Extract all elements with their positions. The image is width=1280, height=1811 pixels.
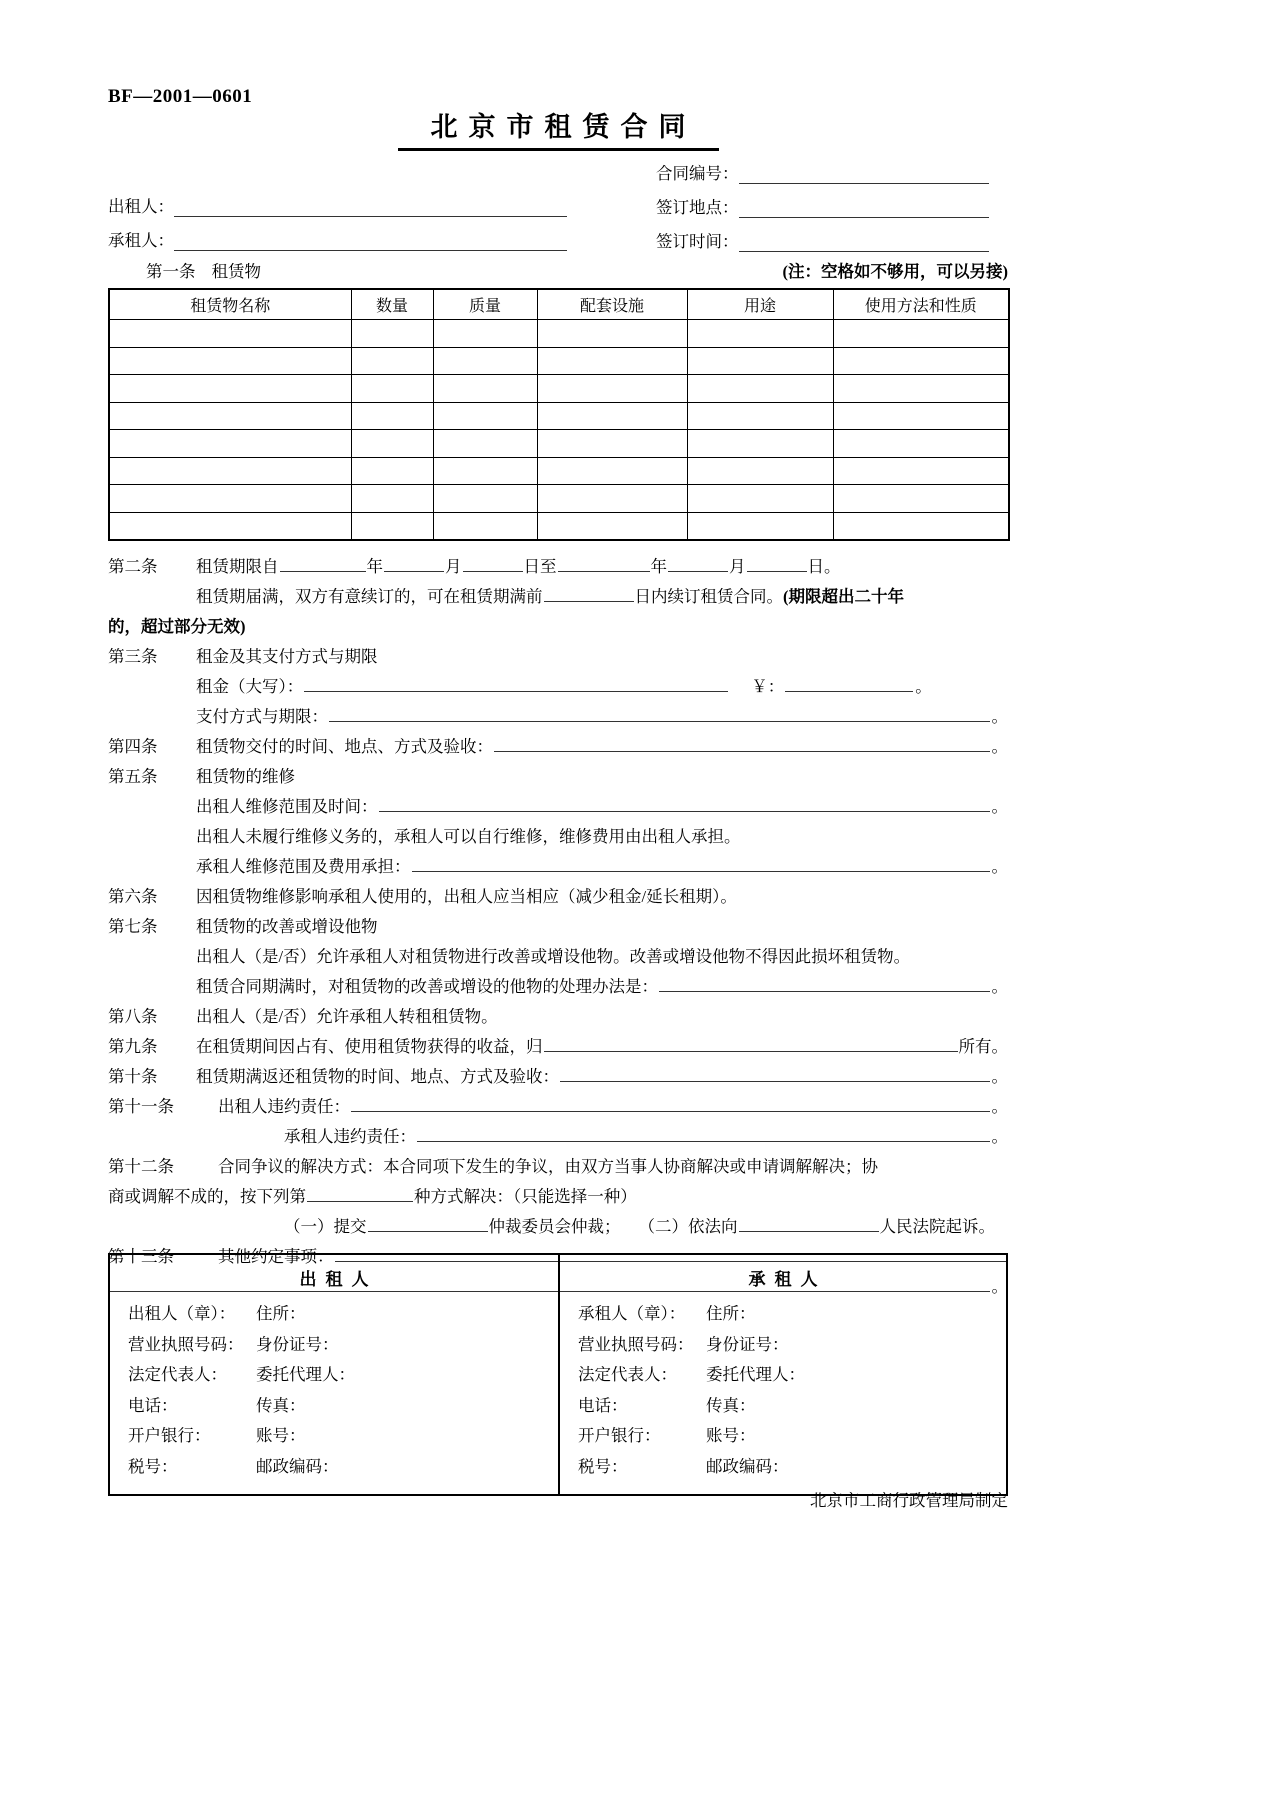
- table-cell[interactable]: [109, 457, 351, 485]
- lessor-field-label-right[interactable]: 邮政编码：: [256, 1456, 339, 1476]
- clause-6-num: 第六条: [108, 887, 158, 906]
- clause-2-bold-1: (期限超出二十年: [783, 587, 904, 606]
- clause-8-label: 出租人（是/否）允许承租人转租租赁物。: [196, 1007, 498, 1026]
- table-cell[interactable]: [351, 457, 433, 485]
- page-footer: 北京市工商行政管理局制定: [810, 1491, 1008, 1510]
- table-cell[interactable]: [537, 485, 687, 513]
- clause-12-num: 第十二条: [108, 1157, 174, 1176]
- renew-days-input[interactable]: [544, 586, 634, 602]
- lessor-fields: [110, 1299, 558, 1482]
- lessee-repair-label: 承租人维修范围及费用承担：: [196, 857, 411, 876]
- table-row: [109, 375, 1009, 403]
- table-cell[interactable]: [833, 402, 1009, 430]
- sign-time-label: 签订时间：: [656, 232, 739, 251]
- clause-7-line-1: [196, 942, 1008, 972]
- lessee-field-label-right[interactable]: 委托代理人：: [706, 1365, 805, 1384]
- lessee-field-row: [560, 1330, 1006, 1361]
- dispute-method-input[interactable]: [307, 1186, 413, 1202]
- table-cell[interactable]: [433, 485, 537, 513]
- clause-2-line-2: [196, 582, 1008, 612]
- clause-9-num: 第九条: [108, 1037, 158, 1056]
- lessor-field-label-right[interactable]: 账号：: [256, 1426, 306, 1445]
- table-cell[interactable]: [109, 347, 351, 375]
- clause-9-label: 在租赁期间因占有、使用租赁物获得的收益，归: [196, 1037, 543, 1056]
- table-cell[interactable]: [109, 512, 351, 540]
- clause-13-label: 其他约定事项：: [218, 1247, 334, 1266]
- lessee-repair-input[interactable]: [412, 856, 990, 872]
- clause-5-statement: 出租人未履行维修义务的，承租人可以自行维修，维修费用由出租人承担。: [196, 827, 741, 846]
- clause-1-label: 租赁物: [211, 262, 261, 281]
- clause-2-t5: 年: [650, 557, 667, 576]
- rental-goods-table: [108, 288, 1010, 541]
- clause-1-heading: [108, 258, 1008, 282]
- clause-6-line: [108, 882, 1008, 912]
- payment-label: 支付方式与期限：: [196, 707, 328, 726]
- clauses-body: [108, 552, 1008, 1302]
- clause-3-payment-line: [196, 702, 1008, 732]
- table-cell[interactable]: [351, 402, 433, 430]
- lessee-field-label-left[interactable]: 法定代表人：: [578, 1365, 677, 1384]
- lessee-field-row: [560, 1421, 1006, 1452]
- clause-4-line: [108, 732, 1008, 762]
- table-cell[interactable]: [687, 512, 833, 540]
- clause-5-line-3: [196, 852, 1008, 882]
- clause-5-num: 第五条: [108, 767, 158, 786]
- col-facilities: 配套设施: [537, 289, 687, 320]
- improvement-input[interactable]: [659, 976, 990, 992]
- table-cell[interactable]: [833, 485, 1009, 513]
- table-row: [109, 402, 1009, 430]
- table-cell[interactable]: [833, 347, 1009, 375]
- payment-input[interactable]: [329, 706, 990, 722]
- lessee-label: 承租人：: [108, 231, 174, 250]
- delivery-input[interactable]: [494, 736, 990, 752]
- clause-2-renew-text: 租赁期届满，双方有意续订的，可在租赁期满前: [196, 587, 543, 606]
- lessee-field-label-left[interactable]: 承租人（章）：: [578, 1304, 686, 1323]
- clause-2-t4: 日至: [523, 557, 557, 576]
- clause-2-text: [196, 552, 1008, 582]
- clause-11-num: 第十一条: [108, 1097, 174, 1116]
- lease-start-year-input[interactable]: [280, 556, 366, 572]
- improvement-label: 租赁合同期满时，对租赁物的改善或增设的他物的处理办法是：: [196, 977, 658, 996]
- table-cell[interactable]: [433, 320, 537, 348]
- clause-10-line: [108, 1062, 1008, 1092]
- clause-5-dot-1: 。: [991, 797, 1008, 816]
- clause-2-line-1: [108, 552, 1008, 582]
- clause-1-title: [146, 258, 261, 282]
- lessor-field-row: [110, 1299, 558, 1330]
- clause-7-num: 第七条: [108, 917, 158, 936]
- lessor-repair-label: 出租人维修范围及时间：: [196, 797, 378, 816]
- option-2-label: （二）依法向: [638, 1217, 738, 1236]
- table-cell[interactable]: [433, 457, 537, 485]
- clause-2-t3: 月: [445, 557, 462, 576]
- lessor-field-label-left[interactable]: 税号：: [128, 1456, 178, 1476]
- lessee-field-label-left[interactable]: 税号：: [578, 1456, 628, 1476]
- clause-9-tail: 所有。: [958, 1037, 1008, 1056]
- clause-7-statement: 出租人（是/否）允许承租人对租赁物进行改善或增设他物。改善或增设他物不得因此损坏租赁物。: [196, 947, 911, 966]
- lessor-field-label-right[interactable]: 传真：: [256, 1395, 306, 1415]
- table-cell[interactable]: [537, 512, 687, 540]
- table-header-row: [109, 289, 1009, 320]
- lessee-field-label-right[interactable]: 邮政编码：: [706, 1456, 789, 1476]
- lessor-field-row: [110, 1360, 558, 1391]
- table-cell[interactable]: [537, 402, 687, 430]
- clause-13-num: 第十三条: [108, 1247, 174, 1266]
- table-row: [109, 457, 1009, 485]
- lease-start-day-input[interactable]: [463, 556, 523, 572]
- table-cell[interactable]: [833, 430, 1009, 458]
- table-cell[interactable]: [537, 375, 687, 403]
- court-input[interactable]: [739, 1216, 879, 1232]
- clause-7-label: 租赁物的改善或增设他物: [196, 917, 378, 936]
- sign-place-label: 签订地点：: [656, 198, 739, 217]
- clause-7-line-2: [196, 972, 1008, 1002]
- sign-time-input[interactable]: [739, 235, 989, 252]
- lessee-field-row: [560, 1299, 1006, 1330]
- lessee-column-title: 承租人: [748, 1270, 827, 1289]
- table-body: [109, 320, 1009, 541]
- currency-symbol: ￥：: [751, 677, 785, 696]
- lessee-field-label-left[interactable]: 营业执照号码：: [578, 1334, 694, 1354]
- clause-1-note: (注：空格如不够用，可以另接): [782, 262, 1008, 281]
- clause-4-num: 第四条: [108, 737, 158, 756]
- header-left-fields: [108, 196, 628, 264]
- lessee-field-label-right[interactable]: 传真：: [706, 1395, 756, 1415]
- table-cell[interactable]: [433, 430, 537, 458]
- page-title: 北京市租赁合同: [398, 105, 719, 151]
- clause-2-t7: 日。: [807, 557, 841, 576]
- table-row: [109, 512, 1009, 540]
- table-row: [109, 430, 1009, 458]
- clause-8-num: 第八条: [108, 1007, 158, 1026]
- table-cell[interactable]: [687, 457, 833, 485]
- return-input[interactable]: [560, 1066, 990, 1082]
- lessee-field-row: [560, 1360, 1006, 1391]
- table-cell[interactable]: [687, 320, 833, 348]
- rent-words-input[interactable]: [304, 676, 728, 692]
- col-usage: 用途: [687, 289, 833, 320]
- table-cell[interactable]: [687, 402, 833, 430]
- option-1-tail: 仲裁委员会仲裁；: [488, 1217, 621, 1236]
- table-cell[interactable]: [351, 347, 433, 375]
- table-row: [109, 485, 1009, 513]
- col-method-nature: 使用方法和性质: [833, 289, 1009, 320]
- table-cell[interactable]: [433, 512, 537, 540]
- clause-4-label: 租赁物交付的时间、地点、方式及验收：: [196, 737, 493, 756]
- sign-place-input[interactable]: [739, 201, 989, 218]
- table-row: [109, 347, 1009, 375]
- lessor-field-label-left[interactable]: 开户银行：: [128, 1426, 211, 1445]
- clause-5-line-1: [196, 792, 1008, 822]
- table-cell[interactable]: [687, 430, 833, 458]
- table-cell[interactable]: [833, 375, 1009, 403]
- clause-5-label: 租赁物的维修: [196, 767, 295, 786]
- table-cell[interactable]: [109, 402, 351, 430]
- table-cell[interactable]: [433, 402, 537, 430]
- lessor-field-row: [110, 1330, 558, 1361]
- lessee-field-label-left[interactable]: 电话：: [578, 1395, 628, 1415]
- clause-11-line-2: [284, 1122, 1008, 1152]
- clause-5-dot-2: 。: [991, 857, 1008, 876]
- rent-amount-input[interactable]: [785, 676, 913, 692]
- lease-start-month-input[interactable]: [384, 556, 444, 572]
- lessee-breach-input[interactable]: [417, 1126, 990, 1142]
- lessor-field-label-right[interactable]: 住所：: [256, 1304, 306, 1323]
- clause-3-heading: [108, 642, 1008, 672]
- lessor-repair-input[interactable]: [379, 796, 990, 812]
- lessee-field-label-right[interactable]: 账号：: [706, 1426, 756, 1445]
- clause-12-options: [284, 1212, 1008, 1242]
- table-cell[interactable]: [351, 512, 433, 540]
- table-cell[interactable]: [351, 320, 433, 348]
- clause-12-line-2: [108, 1182, 1008, 1212]
- clause-12-text-1: 合同争议的解决方式：本合同项下发生的争议，由双方当事人协商解决或申请调解解决；协: [218, 1157, 878, 1176]
- clause-10-label: 租赁期满返还租赁物的时间、地点、方式及验收：: [196, 1067, 559, 1086]
- table-cell[interactable]: [833, 512, 1009, 540]
- table-cell[interactable]: [109, 320, 351, 348]
- lessor-field-row: [110, 1421, 558, 1452]
- lease-end-year-input[interactable]: [558, 556, 650, 572]
- clause-5-line-2: [196, 822, 1008, 852]
- lessor-field-label-left[interactable]: 营业执照号码：: [128, 1334, 244, 1354]
- signature-block: [108, 1253, 1008, 1496]
- table-cell[interactable]: [687, 485, 833, 513]
- document-code: BF—2001—0601: [108, 86, 253, 107]
- lessor-field-row: [110, 1452, 558, 1483]
- table-cell[interactable]: [351, 375, 433, 403]
- lessor-breach-input[interactable]: [351, 1096, 990, 1112]
- lessee-breach-label: 承租人违约责任：: [284, 1127, 416, 1146]
- lessor-field-label-left[interactable]: 法定代表人：: [128, 1365, 227, 1384]
- clause-12-text-2a: 商或调解不成的，按下列第: [108, 1187, 306, 1206]
- contract-no-field[interactable]: [656, 163, 1116, 184]
- lessee-field-label-right[interactable]: 住所：: [706, 1304, 756, 1323]
- table-cell[interactable]: [537, 457, 687, 485]
- clause-2-renew-tail: 日内续订租赁合同。: [634, 587, 783, 606]
- clause-13-dot: 。: [991, 1277, 1008, 1296]
- table-cell[interactable]: [833, 320, 1009, 348]
- option-1-label: （一）提交: [284, 1217, 367, 1236]
- clause-2-num: 第二条: [108, 557, 158, 576]
- col-goods-name: 租赁物名称: [109, 289, 351, 320]
- rent-label: 租金（大写）：: [196, 677, 304, 696]
- clause-11-dot-2: 。: [991, 1127, 1008, 1146]
- col-quantity: 数量: [351, 289, 433, 320]
- clause-11-line-1: [108, 1092, 1008, 1122]
- income-owner-input[interactable]: [544, 1036, 958, 1052]
- clause-8-line: [108, 1002, 1008, 1032]
- clause-2-t1: 租赁期限自: [196, 557, 279, 576]
- table-cell[interactable]: [109, 375, 351, 403]
- clause-1-num: 第一条: [146, 262, 196, 281]
- lessee-field-label-left[interactable]: 开户银行：: [578, 1426, 661, 1445]
- table-cell[interactable]: [537, 347, 687, 375]
- table-cell[interactable]: [351, 430, 433, 458]
- lessor-field-label-right[interactable]: 委托代理人：: [256, 1365, 355, 1384]
- lessor-field-label-left[interactable]: 出租人（章）：: [128, 1304, 236, 1323]
- sign-place-field[interactable]: [656, 197, 1116, 218]
- clause-9-line: [108, 1032, 1008, 1062]
- lessor-signature-column: [110, 1255, 558, 1494]
- lessee-signature-column: [558, 1255, 1006, 1494]
- clause-3-label: 租金及其支付方式与期限: [196, 647, 378, 666]
- clause-12-line-1: [108, 1152, 1008, 1182]
- clause-10-dot: 。: [991, 1067, 1008, 1086]
- clause-11-dot-1: 。: [991, 1097, 1008, 1116]
- lessee-field-label-right[interactable]: 身份证号：: [706, 1334, 789, 1354]
- clause-7-heading: [108, 912, 1008, 942]
- clause-2-bold-2: 的，超过部分无效): [108, 617, 246, 636]
- lessor-field-row: [110, 1391, 558, 1422]
- clause-3-num: 第三条: [108, 647, 158, 666]
- clause-12-text-2b: 种方式解决：（只能选择一种）: [414, 1187, 637, 1206]
- sign-time-field[interactable]: [656, 231, 1116, 252]
- table-cell[interactable]: [537, 430, 687, 458]
- table-cell[interactable]: [687, 375, 833, 403]
- table-cell[interactable]: [109, 485, 351, 513]
- lessee-input[interactable]: [174, 234, 567, 251]
- table-cell[interactable]: [433, 375, 537, 403]
- lessor-field[interactable]: [108, 196, 628, 217]
- table-cell[interactable]: [433, 347, 537, 375]
- contract-no-input[interactable]: [739, 167, 989, 184]
- table-cell[interactable]: [351, 485, 433, 513]
- lessor-column-title: 出租人: [299, 1270, 378, 1289]
- table-row: [109, 320, 1009, 348]
- clause-10-num: 第十条: [108, 1067, 158, 1086]
- clause-2-line-3: [108, 612, 1008, 642]
- lessee-fields: [560, 1299, 1006, 1482]
- clause-6-label: 因租赁物维修影响承租人使用的，出租人应当相应（减少租金/延长租期）。: [196, 887, 737, 906]
- table-cell[interactable]: [109, 430, 351, 458]
- contract-no-label: 合同编号：: [656, 164, 739, 183]
- table-cell[interactable]: [537, 320, 687, 348]
- col-quality: 质量: [433, 289, 537, 320]
- rent-dot: 。: [915, 677, 932, 696]
- lessee-field-row: [560, 1391, 1006, 1422]
- clause-5-heading: [108, 762, 1008, 792]
- header-right-fields: [656, 163, 1116, 265]
- lessee-field[interactable]: [108, 230, 628, 251]
- clause-2-t6: 月: [729, 557, 746, 576]
- lease-end-month-input[interactable]: [668, 556, 728, 572]
- lessor-breach-label: 出租人违约责任：: [218, 1097, 350, 1116]
- clause-2-t2: 年: [366, 557, 383, 576]
- lessor-field-label-left[interactable]: 电话：: [128, 1395, 178, 1415]
- lessor-field-label-right[interactable]: 身份证号：: [256, 1334, 339, 1354]
- clause-7-dot: 。: [991, 977, 1008, 996]
- arbitration-committee-input[interactable]: [368, 1216, 488, 1232]
- lease-end-day-input[interactable]: [747, 556, 807, 572]
- lessee-field-row: [560, 1452, 1006, 1483]
- table-cell[interactable]: [687, 347, 833, 375]
- option-2-tail: 人民法院起诉。: [879, 1217, 995, 1236]
- lessor-input[interactable]: [174, 200, 567, 217]
- payment-dot: 。: [991, 707, 1008, 726]
- table-cell[interactable]: [833, 457, 1009, 485]
- clause-4-dot: 。: [991, 737, 1008, 756]
- lessor-label: 出租人：: [108, 197, 174, 216]
- clause-3-rent-line: [196, 672, 1008, 702]
- title-row: [108, 105, 1008, 151]
